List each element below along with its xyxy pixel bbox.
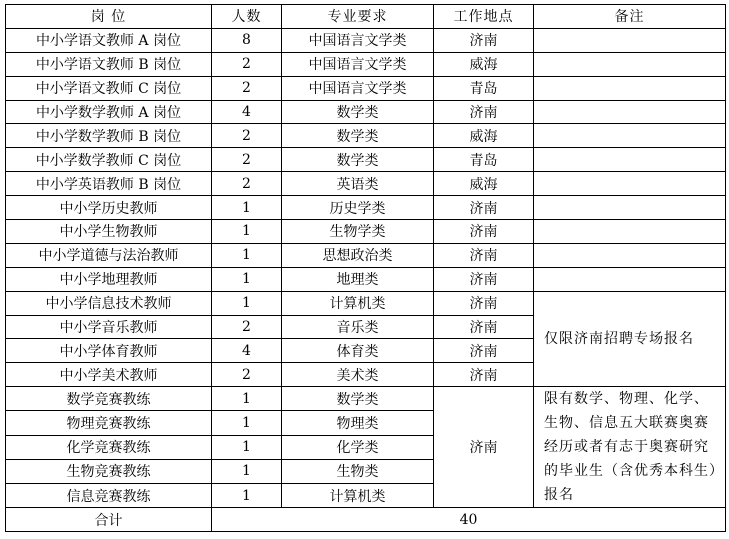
cell-location: 青岛 bbox=[434, 76, 534, 100]
cell-count: 2 bbox=[212, 363, 282, 387]
cell-count: 1 bbox=[212, 243, 282, 267]
table-row bbox=[6, 76, 726, 100]
cell-major: 数学类 bbox=[282, 124, 434, 148]
cell-count: 1 bbox=[212, 196, 282, 220]
cell-location: 济南 bbox=[434, 363, 534, 387]
cell-count: 8 bbox=[212, 28, 282, 52]
cell-major: 生物学类 bbox=[282, 220, 434, 244]
cell-count: 4 bbox=[212, 339, 282, 363]
table-row bbox=[6, 148, 726, 172]
header-major: 专业要求 bbox=[282, 5, 434, 29]
recruitment-table bbox=[5, 4, 726, 532]
cell-major: 地理类 bbox=[282, 267, 434, 291]
cell-note-empty bbox=[534, 220, 726, 244]
cell-count: 4 bbox=[212, 100, 282, 124]
cell-major: 数学类 bbox=[282, 148, 434, 172]
cell-location: 济南 bbox=[434, 28, 534, 52]
cell-position: 中小学信息技术教师 bbox=[6, 291, 212, 315]
cell-note-empty bbox=[534, 76, 726, 100]
cell-position: 中小学美术教师 bbox=[6, 363, 212, 387]
cell-position: 生物竞赛教练 bbox=[6, 459, 212, 483]
table-row bbox=[6, 100, 726, 124]
cell-note-empty bbox=[534, 172, 726, 196]
cell-major: 中国语言文学类 bbox=[282, 52, 434, 76]
table-row bbox=[6, 267, 726, 291]
cell-note-jinan: 仅限济南招聘专场报名 bbox=[534, 291, 726, 387]
cell-position: 中小学数学教师 C 岗位 bbox=[6, 148, 212, 172]
cell-major: 思想政治类 bbox=[282, 243, 434, 267]
cell-count: 1 bbox=[212, 220, 282, 244]
table-row bbox=[6, 172, 726, 196]
cell-position: 化学竞赛教练 bbox=[6, 435, 212, 459]
cell-count: 1 bbox=[212, 291, 282, 315]
cell-position: 信息竞赛教练 bbox=[6, 484, 212, 508]
cell-major: 中国语言文学类 bbox=[282, 28, 434, 52]
header-notes: 备注 bbox=[534, 5, 726, 29]
total-value: 40 bbox=[212, 508, 726, 532]
cell-location: 济南 bbox=[434, 291, 534, 315]
table-row bbox=[6, 243, 726, 267]
cell-location: 青岛 bbox=[434, 148, 534, 172]
cell-note-empty bbox=[534, 196, 726, 220]
cell-note-empty bbox=[534, 28, 726, 52]
cell-note-empty bbox=[534, 100, 726, 124]
cell-major: 化学类 bbox=[282, 435, 434, 459]
table-row bbox=[6, 124, 726, 148]
cell-position: 中小学体育教师 bbox=[6, 339, 212, 363]
cell-position: 中小学语文教师 A 岗位 bbox=[6, 28, 212, 52]
cell-count: 1 bbox=[212, 267, 282, 291]
cell-major: 体育类 bbox=[282, 339, 434, 363]
cell-position: 中小学历史教师 bbox=[6, 196, 212, 220]
cell-location: 威海 bbox=[434, 124, 534, 148]
table-row bbox=[6, 220, 726, 244]
cell-position: 中小学语文教师 B 岗位 bbox=[6, 52, 212, 76]
header-position: 岗 位 bbox=[6, 5, 212, 29]
cell-count: 1 bbox=[212, 459, 282, 483]
cell-location: 威海 bbox=[434, 172, 534, 196]
cell-position: 中小学英语教师 B 岗位 bbox=[6, 172, 212, 196]
cell-major: 英语类 bbox=[282, 172, 434, 196]
cell-count: 2 bbox=[212, 315, 282, 339]
cell-position: 中小学语文教师 C 岗位 bbox=[6, 76, 212, 100]
header-location: 工作地点 bbox=[434, 5, 534, 29]
cell-position: 中小学地理教师 bbox=[6, 267, 212, 291]
cell-note-competition: 限有数学、物理、化学、生物、信息五大联赛奥赛经历或者有志于奥赛研究的毕业生（含优秀本科生）报名 bbox=[534, 387, 726, 508]
cell-count: 2 bbox=[212, 148, 282, 172]
cell-count: 2 bbox=[212, 172, 282, 196]
cell-major: 计算机类 bbox=[282, 291, 434, 315]
cell-location: 威海 bbox=[434, 52, 534, 76]
cell-note-empty bbox=[534, 148, 726, 172]
table-body bbox=[6, 28, 726, 507]
header-count: 人数 bbox=[212, 5, 282, 29]
cell-major: 美术类 bbox=[282, 363, 434, 387]
cell-note-empty bbox=[534, 124, 726, 148]
header-row bbox=[6, 5, 726, 29]
cell-major: 数学类 bbox=[282, 100, 434, 124]
cell-note-empty bbox=[534, 243, 726, 267]
cell-position: 中小学音乐教师 bbox=[6, 315, 212, 339]
cell-major: 中国语言文学类 bbox=[282, 76, 434, 100]
table-row bbox=[6, 28, 726, 52]
cell-location: 济南 bbox=[434, 196, 534, 220]
table-row bbox=[6, 52, 726, 76]
cell-count: 2 bbox=[212, 76, 282, 100]
cell-major: 物理类 bbox=[282, 411, 434, 435]
cell-position: 中小学数学教师 B 岗位 bbox=[6, 124, 212, 148]
cell-note-empty bbox=[534, 52, 726, 76]
cell-location: 济南 bbox=[434, 315, 534, 339]
cell-location: 济南 bbox=[434, 220, 534, 244]
cell-major: 历史学类 bbox=[282, 196, 434, 220]
cell-count: 1 bbox=[212, 411, 282, 435]
table-row bbox=[6, 387, 726, 411]
cell-location: 济南 bbox=[434, 267, 534, 291]
cell-count: 2 bbox=[212, 124, 282, 148]
cell-count: 1 bbox=[212, 435, 282, 459]
table-row bbox=[6, 291, 726, 315]
cell-major: 音乐类 bbox=[282, 315, 434, 339]
cell-position: 数学竞赛教练 bbox=[6, 387, 212, 411]
cell-position: 中小学数学教师 A 岗位 bbox=[6, 100, 212, 124]
cell-location: 济南 bbox=[434, 243, 534, 267]
cell-position: 中小学生物教师 bbox=[6, 220, 212, 244]
total-label: 合计 bbox=[6, 508, 212, 532]
cell-position: 物理竞赛教练 bbox=[6, 411, 212, 435]
cell-count: 1 bbox=[212, 484, 282, 508]
cell-location-merged: 济南 bbox=[434, 387, 534, 508]
cell-location: 济南 bbox=[434, 339, 534, 363]
table-row bbox=[6, 196, 726, 220]
cell-major: 生物类 bbox=[282, 459, 434, 483]
cell-position: 中小学道德与法治教师 bbox=[6, 243, 212, 267]
cell-count: 1 bbox=[212, 387, 282, 411]
cell-note-empty bbox=[534, 267, 726, 291]
cell-count: 2 bbox=[212, 52, 282, 76]
cell-major: 计算机类 bbox=[282, 484, 434, 508]
total-row bbox=[6, 508, 726, 532]
cell-major: 数学类 bbox=[282, 387, 434, 411]
cell-location: 济南 bbox=[434, 100, 534, 124]
